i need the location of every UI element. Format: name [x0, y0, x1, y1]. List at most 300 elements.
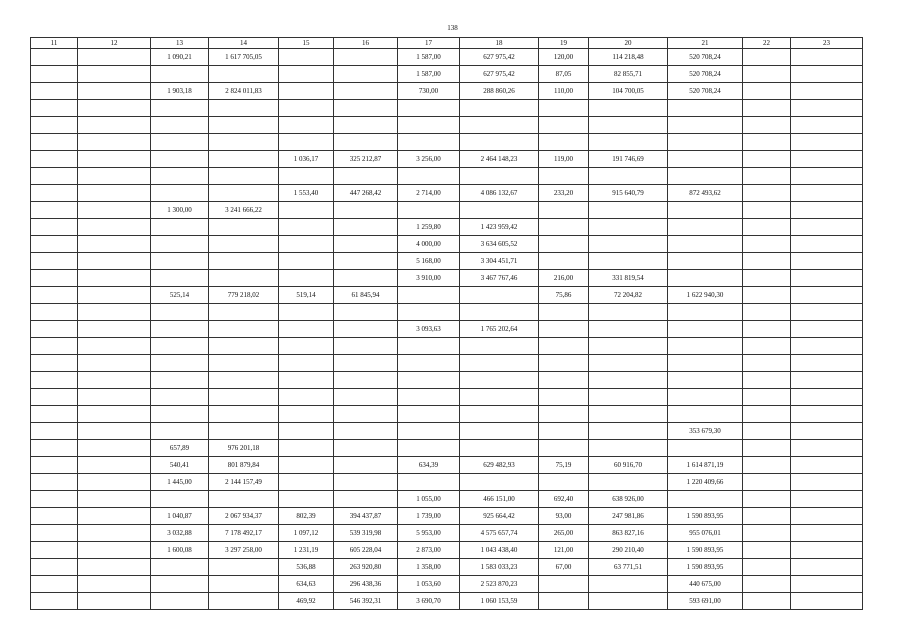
- table-cell: 3 910,00: [398, 270, 460, 287]
- table-cell: 1 614 871,19: [668, 457, 743, 474]
- table-cell: [460, 304, 539, 321]
- table-row: [31, 270, 863, 287]
- table-row: [31, 304, 863, 321]
- table-cell: [31, 202, 78, 219]
- table-cell: [539, 304, 589, 321]
- table-cell: [539, 406, 589, 423]
- table-cell: [334, 321, 398, 338]
- table-cell: [743, 151, 791, 168]
- table-cell: [743, 406, 791, 423]
- table-cell: [279, 491, 334, 508]
- page-number: 138: [447, 24, 458, 32]
- table-cell: [791, 576, 863, 593]
- table-cell: [743, 372, 791, 389]
- table-cell: 466 151,00: [460, 491, 539, 508]
- table-row: [31, 338, 863, 355]
- table-cell: [539, 117, 589, 134]
- table-cell: [151, 406, 209, 423]
- table-cell: [78, 83, 151, 100]
- table-row: [31, 202, 863, 219]
- table-cell: 247 981,86: [589, 508, 668, 525]
- table-cell: 296 438,36: [334, 576, 398, 593]
- table-cell: 75,86: [539, 287, 589, 304]
- table-cell: [78, 117, 151, 134]
- table-cell: [539, 440, 589, 457]
- table-row: [31, 253, 863, 270]
- column-header-row: [31, 38, 863, 49]
- table-cell: [791, 100, 863, 117]
- table-cell: [668, 202, 743, 219]
- table-cell: 520 708,24: [668, 66, 743, 83]
- table-cell: [589, 304, 668, 321]
- table-cell: [589, 236, 668, 253]
- column-header: 16: [334, 38, 398, 49]
- table-cell: [460, 372, 539, 389]
- table-cell: [209, 117, 279, 134]
- table-row: [31, 525, 863, 542]
- table-cell: [279, 440, 334, 457]
- table-cell: [209, 423, 279, 440]
- table-cell: [539, 423, 589, 440]
- table-cell: [151, 151, 209, 168]
- table-cell: [78, 134, 151, 151]
- table-cell: [209, 168, 279, 185]
- table-cell: [791, 508, 863, 525]
- table-cell: [460, 474, 539, 491]
- table-row: [31, 474, 863, 491]
- table-cell: 394 437,87: [334, 508, 398, 525]
- table-cell: [31, 440, 78, 457]
- table-cell: [743, 270, 791, 287]
- table-cell: 82 855,71: [589, 66, 668, 83]
- table-cell: [78, 355, 151, 372]
- table-row: [31, 236, 863, 253]
- table-cell: [539, 576, 589, 593]
- table-cell: [743, 474, 791, 491]
- table-cell: [279, 355, 334, 372]
- table-cell: [334, 338, 398, 355]
- table-cell: [151, 117, 209, 134]
- table-cell: [78, 389, 151, 406]
- table-cell: [668, 236, 743, 253]
- table-cell: [31, 219, 78, 236]
- table-cell: [668, 168, 743, 185]
- table-cell: 872 493,62: [668, 185, 743, 202]
- table-cell: [31, 542, 78, 559]
- table-cell: [539, 593, 589, 610]
- table-cell: 638 926,00: [589, 491, 668, 508]
- table-cell: 3 256,00: [398, 151, 460, 168]
- table-cell: 1 060 153,59: [460, 593, 539, 610]
- table-cell: [668, 389, 743, 406]
- table-cell: [151, 423, 209, 440]
- table-cell: [209, 321, 279, 338]
- table-cell: [151, 236, 209, 253]
- table-cell: [78, 576, 151, 593]
- table-cell: [334, 236, 398, 253]
- table-cell: [539, 168, 589, 185]
- table-cell: [209, 253, 279, 270]
- table-cell: [668, 338, 743, 355]
- table-cell: 1 259,80: [398, 219, 460, 236]
- table-cell: [460, 202, 539, 219]
- table-cell: [398, 372, 460, 389]
- table-cell: [743, 66, 791, 83]
- table-cell: [398, 202, 460, 219]
- table-cell: [78, 304, 151, 321]
- table-cell: [31, 525, 78, 542]
- table-cell: [151, 270, 209, 287]
- table-cell: [78, 253, 151, 270]
- table-cell: 634,63: [279, 576, 334, 593]
- table-cell: 110,00: [539, 83, 589, 100]
- table-cell: [668, 321, 743, 338]
- table-cell: [791, 253, 863, 270]
- table-cell: [151, 219, 209, 236]
- table-cell: [791, 406, 863, 423]
- table-cell: [743, 576, 791, 593]
- table-cell: 114 218,48: [589, 49, 668, 66]
- table-cell: 525,14: [151, 287, 209, 304]
- table-cell: [668, 304, 743, 321]
- table-cell: [791, 236, 863, 253]
- table-cell: 1 587,00: [398, 66, 460, 83]
- table-cell: [334, 304, 398, 321]
- table-cell: [743, 457, 791, 474]
- table-cell: 5 953,00: [398, 525, 460, 542]
- table-cell: [209, 559, 279, 576]
- table-cell: [209, 389, 279, 406]
- table-cell: 1 231,19: [279, 542, 334, 559]
- table-cell: 121,00: [539, 542, 589, 559]
- table-cell: 3 690,70: [398, 593, 460, 610]
- table-cell: [151, 576, 209, 593]
- table-cell: 2 464 148,23: [460, 151, 539, 168]
- column-header: 14: [209, 38, 279, 49]
- table-cell: [31, 355, 78, 372]
- table-cell: 72 204,82: [589, 287, 668, 304]
- table-cell: [78, 406, 151, 423]
- table-cell: [151, 389, 209, 406]
- table-cell: 802,39: [279, 508, 334, 525]
- table-cell: [539, 253, 589, 270]
- table-cell: [31, 423, 78, 440]
- table-cell: [589, 321, 668, 338]
- table-cell: [78, 508, 151, 525]
- table-cell: [209, 134, 279, 151]
- table-cell: 779 218,02: [209, 287, 279, 304]
- table-cell: 863 827,16: [589, 525, 668, 542]
- column-header: 19: [539, 38, 589, 49]
- table-cell: [743, 321, 791, 338]
- column-header: 23: [791, 38, 863, 49]
- table-cell: [589, 219, 668, 236]
- table-cell: 3 241 666,22: [209, 202, 279, 219]
- table-cell: [539, 338, 589, 355]
- column-header: 21: [668, 38, 743, 49]
- table-cell: [791, 491, 863, 508]
- table-cell: [151, 593, 209, 610]
- table-cell: 233,20: [539, 185, 589, 202]
- table-cell: [589, 576, 668, 593]
- table-cell: [151, 100, 209, 117]
- table-cell: 1 590 893,95: [668, 542, 743, 559]
- table-cell: [398, 440, 460, 457]
- table-cell: 925 664,42: [460, 508, 539, 525]
- table-cell: 4 086 132,67: [460, 185, 539, 202]
- table-cell: [791, 338, 863, 355]
- column-header: 11: [31, 38, 78, 49]
- table-cell: [743, 338, 791, 355]
- table-cell: 1 765 202,64: [460, 321, 539, 338]
- table-cell: 955 076,01: [668, 525, 743, 542]
- table-cell: [589, 134, 668, 151]
- table-cell: [31, 559, 78, 576]
- table-row: [31, 457, 863, 474]
- table-cell: [791, 83, 863, 100]
- table-cell: [743, 440, 791, 457]
- table-cell: 93,00: [539, 508, 589, 525]
- table-cell: 629 482,93: [460, 457, 539, 474]
- table-cell: [31, 270, 78, 287]
- table-cell: [589, 338, 668, 355]
- table-cell: 63 771,51: [589, 559, 668, 576]
- table-cell: [743, 304, 791, 321]
- table-cell: [279, 338, 334, 355]
- table-cell: [279, 270, 334, 287]
- table-cell: [151, 372, 209, 389]
- table-cell: 1 590 893,95: [668, 559, 743, 576]
- table-cell: [460, 134, 539, 151]
- table-cell: 520 708,24: [668, 49, 743, 66]
- table-cell: [31, 474, 78, 491]
- table-cell: [334, 270, 398, 287]
- table-cell: 1 739,00: [398, 508, 460, 525]
- table-cell: [78, 151, 151, 168]
- table-cell: 1 622 940,30: [668, 287, 743, 304]
- table-cell: 447 268,42: [334, 185, 398, 202]
- column-header: 22: [743, 38, 791, 49]
- table-row: [31, 593, 863, 610]
- table-cell: [334, 117, 398, 134]
- table-cell: [668, 491, 743, 508]
- table-cell: [743, 508, 791, 525]
- table-cell: [279, 321, 334, 338]
- table-cell: [334, 355, 398, 372]
- table-row: [31, 508, 863, 525]
- table-cell: [743, 83, 791, 100]
- table-cell: [78, 66, 151, 83]
- table-cell: [279, 457, 334, 474]
- table-cell: [668, 406, 743, 423]
- table-cell: 469,92: [279, 593, 334, 610]
- table-cell: [743, 593, 791, 610]
- table-row: [31, 219, 863, 236]
- table-cell: [209, 355, 279, 372]
- column-header: 18: [460, 38, 539, 49]
- table-cell: 2 873,00: [398, 542, 460, 559]
- table-cell: 5 168,00: [398, 253, 460, 270]
- table-cell: [460, 287, 539, 304]
- table-cell: [460, 100, 539, 117]
- table-cell: [209, 491, 279, 508]
- table-cell: [279, 168, 334, 185]
- table-cell: [743, 423, 791, 440]
- table-cell: [209, 185, 279, 202]
- table-cell: [78, 49, 151, 66]
- table-cell: [791, 389, 863, 406]
- table-cell: [31, 151, 78, 168]
- table-cell: [668, 100, 743, 117]
- table-cell: [78, 559, 151, 576]
- table-cell: [791, 185, 863, 202]
- table-cell: [791, 270, 863, 287]
- table-cell: [791, 168, 863, 185]
- table-cell: [791, 355, 863, 372]
- table-cell: [78, 440, 151, 457]
- table-cell: 3 093,63: [398, 321, 460, 338]
- column-header: 20: [589, 38, 668, 49]
- table-cell: [791, 151, 863, 168]
- table-row: [31, 321, 863, 338]
- table-cell: [78, 202, 151, 219]
- table-cell: [151, 253, 209, 270]
- table-cell: [78, 338, 151, 355]
- table-cell: [78, 372, 151, 389]
- table-cell: [279, 389, 334, 406]
- table-cell: [668, 270, 743, 287]
- table-cell: [398, 389, 460, 406]
- column-header: 13: [151, 38, 209, 49]
- table-cell: [791, 525, 863, 542]
- table-row: [31, 185, 863, 202]
- table-cell: 1 358,00: [398, 559, 460, 576]
- table-cell: [589, 372, 668, 389]
- table-cell: [791, 593, 863, 610]
- table-cell: [791, 423, 863, 440]
- table-cell: [279, 134, 334, 151]
- table-cell: 60 916,70: [589, 457, 668, 474]
- table-cell: [151, 491, 209, 508]
- table-cell: [209, 66, 279, 83]
- table-cell: 546 392,31: [334, 593, 398, 610]
- table-cell: [209, 236, 279, 253]
- table-cell: [31, 117, 78, 134]
- table-cell: [31, 236, 78, 253]
- table-cell: [539, 219, 589, 236]
- table-cell: [743, 219, 791, 236]
- table-cell: [589, 253, 668, 270]
- table-cell: [460, 355, 539, 372]
- table-cell: [398, 355, 460, 372]
- table-cell: 61 845,94: [334, 287, 398, 304]
- table-cell: [668, 151, 743, 168]
- table-cell: [334, 423, 398, 440]
- table-cell: [334, 491, 398, 508]
- table-cell: [78, 100, 151, 117]
- table-cell: 265,00: [539, 525, 589, 542]
- table-cell: [398, 287, 460, 304]
- table-cell: [31, 134, 78, 151]
- table-cell: [279, 83, 334, 100]
- table-row: [31, 440, 863, 457]
- table-row: [31, 423, 863, 440]
- table-row: [31, 66, 863, 83]
- table-cell: 2 824 011,83: [209, 83, 279, 100]
- table-cell: 627 975,42: [460, 49, 539, 66]
- table-cell: 1 590 893,95: [668, 508, 743, 525]
- table-cell: 540,41: [151, 457, 209, 474]
- table-cell: [78, 593, 151, 610]
- table-cell: [743, 559, 791, 576]
- table-cell: [78, 321, 151, 338]
- table-cell: [743, 100, 791, 117]
- table-cell: [31, 100, 78, 117]
- table-row: [31, 151, 863, 168]
- table-cell: [279, 117, 334, 134]
- table-cell: [460, 389, 539, 406]
- table-row: [31, 83, 863, 100]
- table-cell: [791, 457, 863, 474]
- table-cell: [31, 49, 78, 66]
- table-cell: [279, 372, 334, 389]
- table-cell: [743, 236, 791, 253]
- table-cell: [334, 440, 398, 457]
- table-cell: 7 178 492,17: [209, 525, 279, 542]
- table-cell: [460, 168, 539, 185]
- table-cell: [589, 355, 668, 372]
- column-header: 15: [279, 38, 334, 49]
- table-cell: 1 090,21: [151, 49, 209, 66]
- table-cell: [31, 457, 78, 474]
- table-cell: [31, 83, 78, 100]
- table-cell: 2 523 870,23: [460, 576, 539, 593]
- table-cell: 520 708,24: [668, 83, 743, 100]
- table-cell: [589, 117, 668, 134]
- table-cell: [743, 542, 791, 559]
- table-cell: [791, 134, 863, 151]
- table-cell: [589, 168, 668, 185]
- table-cell: [78, 185, 151, 202]
- table-cell: [791, 219, 863, 236]
- table-cell: 119,00: [539, 151, 589, 168]
- table-cell: 1 553,40: [279, 185, 334, 202]
- table-cell: [398, 304, 460, 321]
- table-cell: [743, 355, 791, 372]
- table-cell: [539, 355, 589, 372]
- table-cell: [78, 474, 151, 491]
- table-cell: [334, 457, 398, 474]
- table-cell: [589, 389, 668, 406]
- table-cell: [539, 321, 589, 338]
- table-cell: [743, 525, 791, 542]
- table-cell: [31, 338, 78, 355]
- table-cell: [31, 389, 78, 406]
- table-cell: 627 975,42: [460, 66, 539, 83]
- table-cell: [398, 338, 460, 355]
- table-cell: [668, 440, 743, 457]
- table-cell: 1 300,00: [151, 202, 209, 219]
- table-cell: [460, 338, 539, 355]
- table-cell: 353 679,30: [668, 423, 743, 440]
- table-cell: [334, 202, 398, 219]
- table-cell: 657,89: [151, 440, 209, 457]
- table-cell: [668, 253, 743, 270]
- table-cell: [78, 457, 151, 474]
- table-cell: [279, 304, 334, 321]
- table-cell: [334, 100, 398, 117]
- table-cell: [398, 117, 460, 134]
